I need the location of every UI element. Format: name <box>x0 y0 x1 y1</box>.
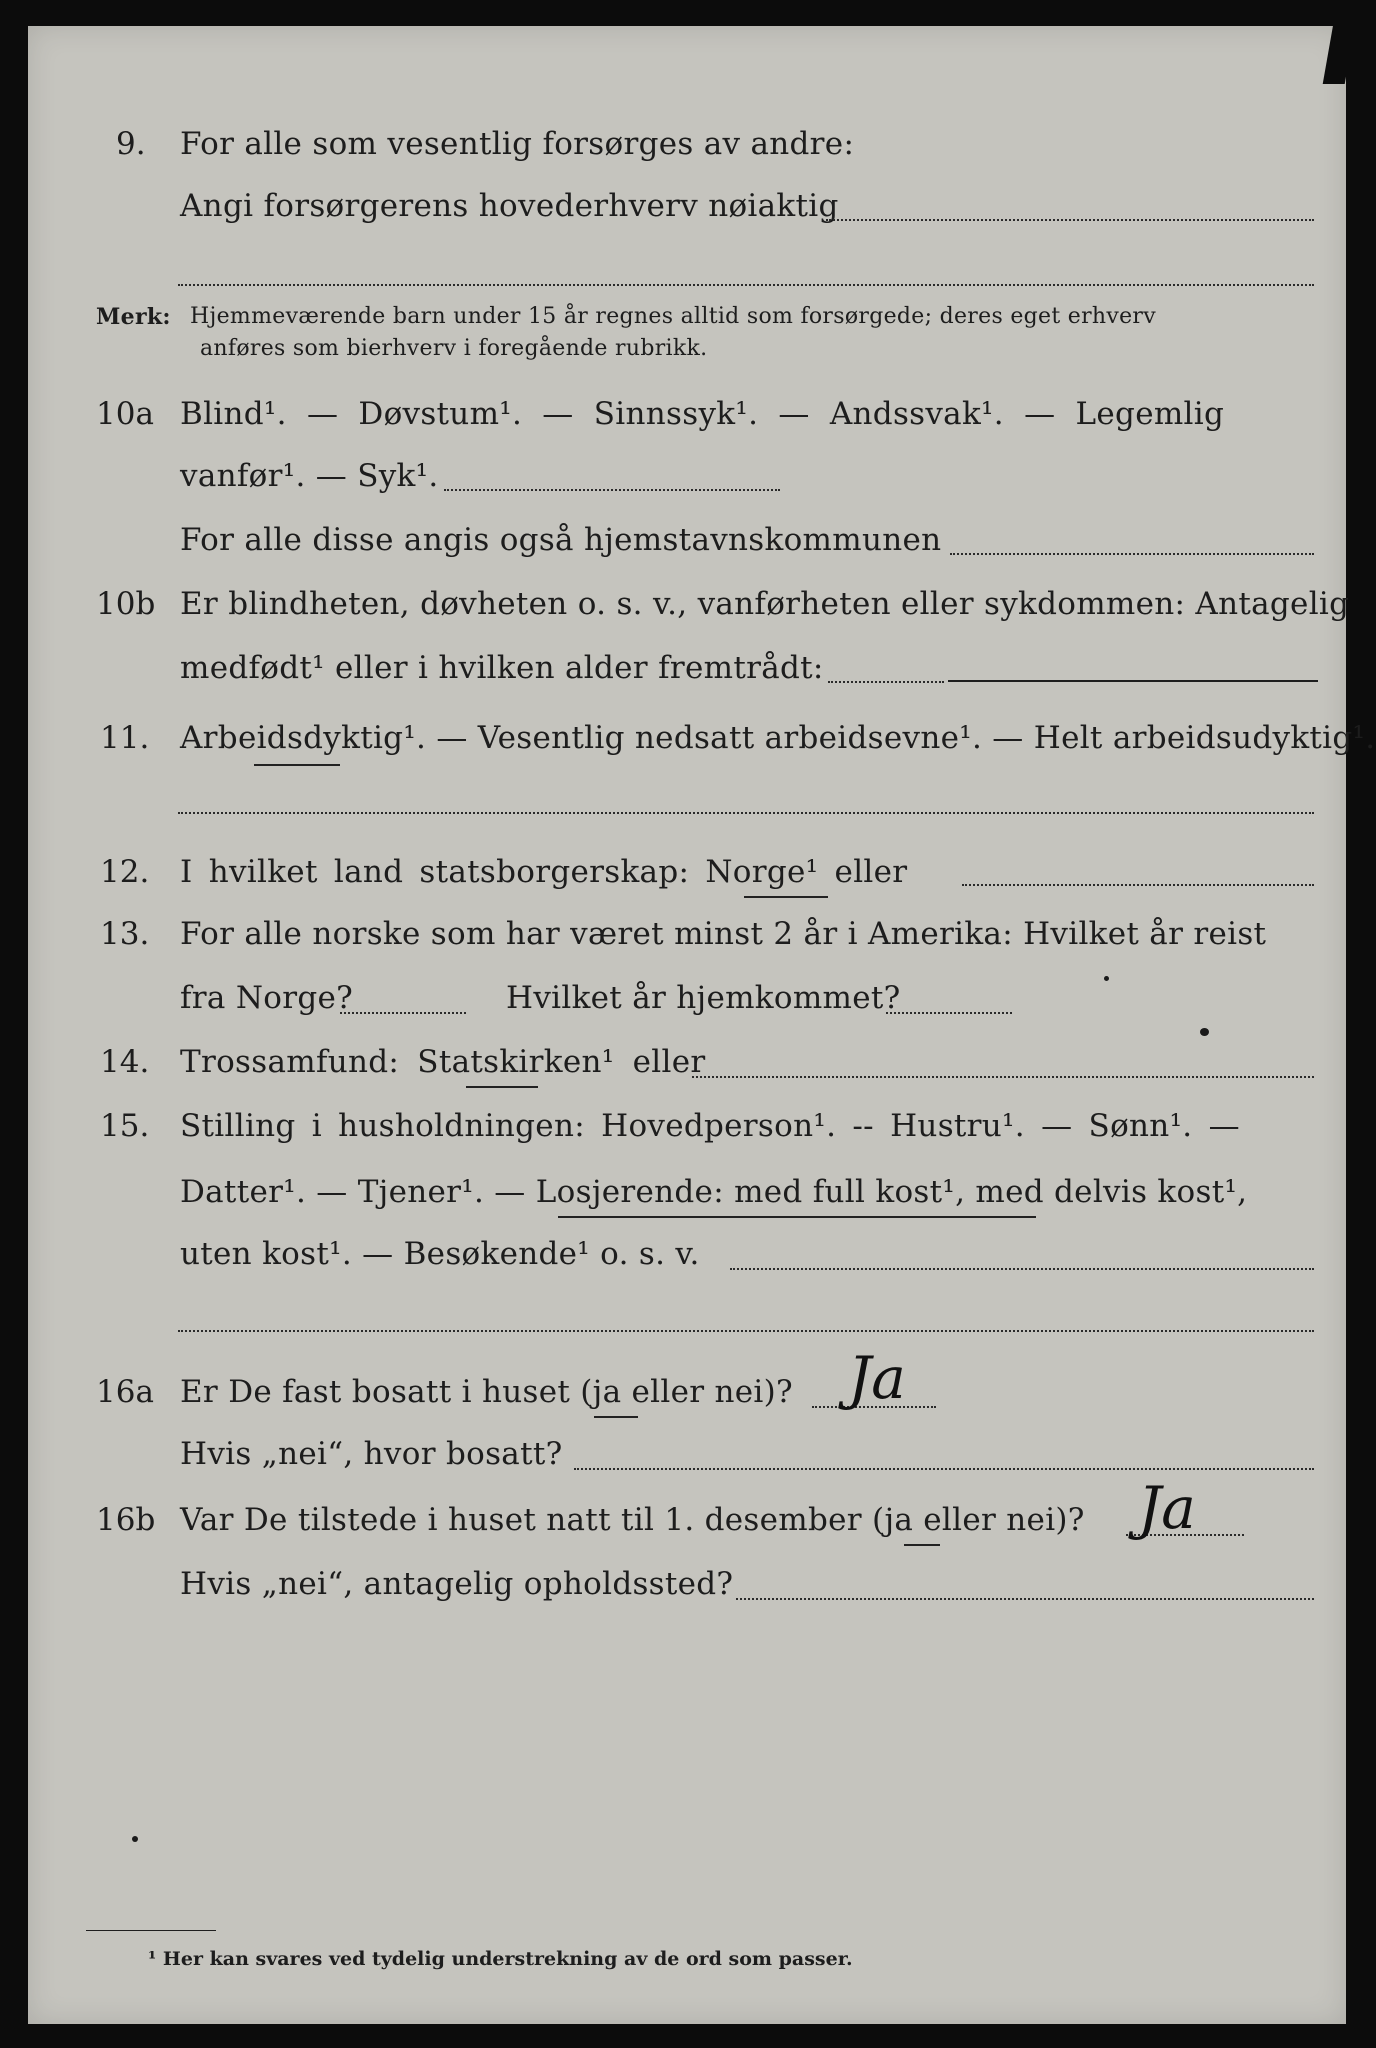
q14-line1: Trossamfund: Statskirken¹ eller <box>180 1044 706 1080</box>
q9-answer-line <box>826 219 1314 221</box>
q10b-answer-stroke <box>948 680 1318 682</box>
q15-line3: uten kost¹. — Besøkende¹ o. s. v. <box>180 1236 700 1272</box>
q16a-line2: Hvis „nei“, hvor bosatt? <box>180 1436 563 1472</box>
form-page <box>28 26 1376 2024</box>
page-corner-fold <box>1323 24 1356 84</box>
q10a-line1: Blind¹. — Døvstum¹. — Sinnssyk¹. — Andssvak¹. — Legemlig <box>180 396 1225 432</box>
q13-reist-line <box>340 1012 466 1014</box>
merk-line1: Hjemmeværende barn under 15 år regnes alltid som forsørgede; deres eget erhverv <box>190 304 1156 329</box>
q16b-opholdssted-line <box>736 1598 1314 1600</box>
q12-number: 12. <box>100 854 150 890</box>
q15-losjerende-underline <box>558 1216 1036 1218</box>
footnote-rule <box>86 1930 216 1931</box>
ink-speck <box>1104 976 1109 981</box>
q16b-line2: Hvis „nei“, antagelig opholdssted? <box>180 1566 734 1602</box>
q16b-handwritten-answer: Ja <box>1138 1474 1196 1542</box>
q15-answer-line-2 <box>178 1330 1314 1332</box>
q15-number: 15. <box>100 1108 150 1144</box>
q13-line2b: Hvilket år hjemkommet? <box>506 980 901 1016</box>
q10a-line2: vanfør¹. — Syk¹. <box>180 458 439 494</box>
q13-line2a: fra Norge? <box>180 980 354 1016</box>
q13-line1: For alle norske som har været minst 2 år i Amerika: Hvilket år reist <box>180 916 1267 952</box>
q10b-answer-dots <box>828 681 944 683</box>
q11-handwritten-underline <box>254 764 340 766</box>
q16a-line1: Er De fast bosatt i huset (ja eller nei)? <box>180 1374 793 1410</box>
q16b-number: 16b <box>96 1502 156 1538</box>
q10a-line3: For alle disse angis også hjemstavnskommunen <box>180 522 942 558</box>
q13-hjemkommet-line <box>886 1012 1012 1014</box>
q16b-ja-underline <box>904 1544 940 1546</box>
q16a-handwritten-answer: Ja <box>848 1344 906 1412</box>
q16a-ja-underline <box>594 1416 638 1418</box>
q14-number: 14. <box>100 1044 150 1080</box>
q15-line2: Datter¹. — Tjener¹. — Losjerende: med full kost¹, med delvis kost¹, <box>180 1174 1248 1210</box>
q16a-bosatt-line <box>574 1468 1314 1470</box>
q9-line2: Angi forsørgerens hovederhverv nøiaktig <box>180 188 839 224</box>
q10a-number: 10a <box>96 396 154 432</box>
ink-speck <box>132 1836 138 1842</box>
q16b-line1: Var De tilstede i huset natt til 1. desember (ja eller nei)? <box>180 1502 1085 1538</box>
ink-speck <box>1200 1028 1209 1036</box>
q12-norge-underline <box>744 896 828 898</box>
q16a-number: 16a <box>96 1374 154 1410</box>
merk-line2: anføres som bierhverv i foregående rubrikk. <box>200 336 708 361</box>
q11-number: 11. <box>100 720 150 756</box>
q14-statskirken-underline <box>466 1086 538 1088</box>
footnote-text: ¹ Her kan svares ved tydelig understrekning av de ord som passer. <box>148 1948 853 1970</box>
q15-answer-line <box>730 1268 1314 1270</box>
q11-answer-line <box>178 812 1314 814</box>
q12-answer-line <box>962 884 1314 886</box>
q14-answer-line <box>692 1076 1314 1078</box>
q15-line1: Stilling i husholdningen: Hovedperson¹. -- Hustru¹. — Sønn¹. — <box>180 1108 1240 1144</box>
q10b-line2: medfødt¹ eller i hvilken alder fremtrådt: <box>180 650 824 686</box>
q9-answer-line-2 <box>178 284 1314 286</box>
q13-number: 13. <box>100 916 150 952</box>
q10b-line1: Er blindheten, døvheten o. s. v., vanførheten eller sykdommen: Antagelig <box>180 586 1350 622</box>
q12-line1: I hvilket land statsborgerskap: Norge¹ eller <box>180 854 908 890</box>
q9-line1: For alle som vesentlig forsørges av andre: <box>180 126 855 162</box>
q11-line1: Arbeidsdyktig¹. — Vesentlig nedsatt arbeidsevne¹. — Helt arbeidsudyktig¹. <box>180 720 1376 756</box>
q10a-kommune-line <box>950 553 1314 555</box>
q9-number: 9. <box>116 126 146 162</box>
q10b-number: 10b <box>96 586 156 622</box>
q10a-syk-line <box>444 489 780 491</box>
merk-label: Merk: <box>96 304 171 330</box>
